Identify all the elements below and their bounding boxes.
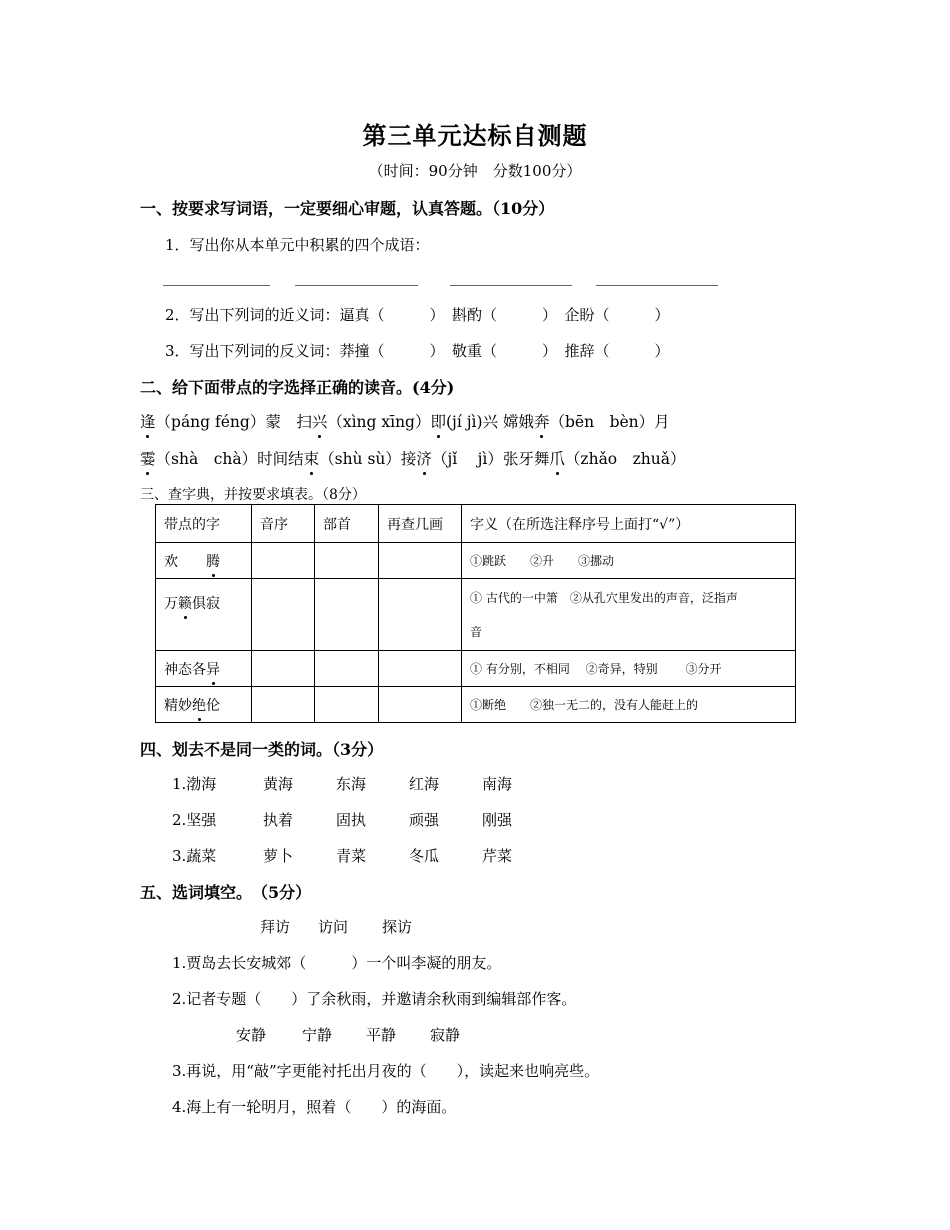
pinyin-text: （shù sù）接 bbox=[319, 450, 417, 468]
word-option[interactable]: 青菜 bbox=[336, 847, 367, 865]
word-option[interactable]: 黄海 bbox=[263, 775, 294, 793]
pinyin-text: (jí jì)兴 嫦娥 bbox=[446, 413, 534, 431]
bushou-cell[interactable] bbox=[315, 651, 379, 687]
word-bank-item: 宁静 bbox=[302, 1026, 333, 1044]
pinyin-line-1 bbox=[140, 410, 670, 432]
section-1-heading: 一、按要求写词语，一定要细心审题，认真答题。（10分） bbox=[140, 199, 555, 218]
dotted-char: 逢 bbox=[140, 410, 156, 432]
header-cell: 字义（在所选注释序号上面打“√”） bbox=[462, 505, 796, 543]
word-option[interactable]: 顽强 bbox=[409, 811, 440, 829]
meaning-text: 音 bbox=[470, 624, 483, 639]
yinxu-cell[interactable] bbox=[252, 579, 315, 651]
strokes-cell[interactable] bbox=[379, 579, 462, 651]
section-5-question-1: 1.贾岛去长安城郊（ ）一个叫李凝的朋友。 bbox=[172, 954, 502, 972]
word-bank-item: 探访 bbox=[382, 918, 413, 936]
section-5-question-4: 4.海上有一轮明月，照着（ ）的海面。 bbox=[172, 1098, 457, 1116]
meaning-text: ① 古代的一中箫 ②从孔穴里发出的声音，泛指声 bbox=[470, 590, 738, 605]
pinyin-text: （bēn bèn）月 bbox=[549, 413, 670, 431]
yinxu-cell[interactable] bbox=[252, 543, 315, 579]
word-text: 伦 bbox=[206, 697, 220, 714]
dotted-char: 束 bbox=[304, 447, 320, 469]
word-bank-1 bbox=[260, 916, 412, 937]
word-option[interactable]: 冬瓜 bbox=[409, 847, 440, 865]
word-text: 俱寂 bbox=[192, 596, 220, 612]
pinyin-text: （jǐ jì）张牙舞 bbox=[431, 450, 550, 468]
bushou-cell[interactable] bbox=[315, 687, 379, 723]
dotted-char: 绝 bbox=[192, 695, 206, 715]
word-cell bbox=[156, 687, 252, 723]
dotted-char: 霎 bbox=[140, 447, 156, 469]
meaning-cell[interactable]: ①断绝 ②独一无二的，没有人能赶上的 bbox=[462, 687, 796, 723]
section-1-question-3: 3．写出下列词的反义词：莽撞（ ） 敬重（ ） 推辞（ ） bbox=[165, 342, 670, 360]
word-bank-2 bbox=[236, 1024, 460, 1045]
answer-line-4[interactable] bbox=[596, 285, 718, 286]
word-option[interactable]: 芹菜 bbox=[482, 847, 513, 865]
word-option[interactable]: 红海 bbox=[409, 775, 440, 793]
table-header-row bbox=[156, 505, 796, 543]
pinyin-text: （páng féng）蒙 扫 bbox=[155, 413, 312, 431]
page-title: 第三单元达标自测题 bbox=[362, 121, 588, 150]
word-bank-item: 寂静 bbox=[430, 1026, 461, 1044]
dotted-char: 济 bbox=[416, 447, 432, 469]
header-cell: 再查几画 bbox=[379, 505, 462, 543]
word-cell bbox=[156, 543, 252, 579]
meaning-cell[interactable] bbox=[462, 579, 796, 651]
answer-line-3[interactable] bbox=[450, 285, 572, 286]
table-row bbox=[156, 651, 796, 687]
word-option[interactable]: 固执 bbox=[336, 811, 367, 829]
word-bank-item: 访问 bbox=[318, 918, 349, 936]
dotted-char: 籁 bbox=[178, 593, 192, 613]
strokes-cell[interactable] bbox=[379, 687, 462, 723]
section-5-question-3: 3.再说，用“敲”字更能衬托出月夜的（ ），读起来也响亮些。 bbox=[172, 1062, 600, 1080]
strokes-cell[interactable] bbox=[379, 651, 462, 687]
section-3-heading: 三、查字典，并按要求填表。（8分） bbox=[140, 487, 366, 503]
word-text: 欢 bbox=[164, 553, 206, 570]
word-bank-item: 平静 bbox=[366, 1026, 397, 1044]
word-option[interactable]: 执着 bbox=[263, 811, 294, 829]
bushou-cell[interactable] bbox=[315, 543, 379, 579]
header-cell: 部首 bbox=[315, 505, 379, 543]
yinxu-cell[interactable] bbox=[252, 651, 315, 687]
word-bank-item: 拜访 bbox=[260, 918, 291, 936]
word-group-row-2 bbox=[172, 809, 512, 830]
section-5-question-2: 2.记者专题（ ）了余秋雨，并邀请余秋雨到编辑部作客。 bbox=[172, 990, 577, 1008]
dotted-char: 即 bbox=[430, 410, 446, 432]
answer-line-1[interactable] bbox=[163, 285, 270, 286]
word-cell bbox=[156, 579, 252, 651]
section-1-question-1: 1．写出你从本单元中积累的四个成语： bbox=[165, 236, 430, 254]
table-row bbox=[156, 543, 796, 579]
yinxu-cell[interactable] bbox=[252, 687, 315, 723]
word-bank-item: 安静 bbox=[236, 1026, 267, 1044]
word-text: 万 bbox=[164, 596, 178, 612]
answer-line-2[interactable] bbox=[295, 285, 418, 286]
word-option[interactable]: 1.渤海 bbox=[172, 775, 217, 793]
strokes-cell[interactable] bbox=[379, 543, 462, 579]
word-option[interactable]: 南海 bbox=[482, 775, 513, 793]
word-option[interactable]: 东海 bbox=[336, 775, 367, 793]
section-5-heading: 五、选词填空。 （5分） bbox=[140, 883, 312, 902]
section-2-heading: 二、给下面带点的字选择正确的读音。(4分) bbox=[140, 378, 455, 397]
section-4-heading: 四、划去不是同一类的词。（3分） bbox=[140, 740, 384, 759]
dictionary-table bbox=[155, 504, 796, 723]
table-row bbox=[156, 687, 796, 723]
meaning-cell[interactable]: ①跳跃 ②升 ③挪动 bbox=[462, 543, 796, 579]
section-1-question-2: 2．写出下列词的近义词：逼真（ ） 斟酌（ ） 企盼（ ） bbox=[165, 306, 670, 324]
header-cell: 带点的字 bbox=[156, 505, 252, 543]
word-text: 精妙 bbox=[164, 697, 192, 714]
dotted-char: 兴 bbox=[312, 410, 328, 432]
pinyin-text: （xìng xīng） bbox=[327, 413, 431, 431]
pinyin-line-2 bbox=[140, 447, 686, 469]
word-option[interactable]: 萝卜 bbox=[263, 847, 294, 865]
word-option[interactable]: 3.蔬菜 bbox=[172, 847, 217, 865]
word-option[interactable]: 刚强 bbox=[482, 811, 513, 829]
table-row bbox=[156, 579, 796, 651]
meaning-cell[interactable]: ① 有分别，不相同 ②奇异，特别 ③分开 bbox=[462, 651, 796, 687]
header-cell: 音序 bbox=[252, 505, 315, 543]
word-text: 神态各 bbox=[164, 661, 206, 678]
dotted-char: 爪 bbox=[549, 447, 565, 469]
pinyin-text: （shà chà）时间结 bbox=[155, 450, 304, 468]
word-cell bbox=[156, 651, 252, 687]
word-option[interactable]: 2.坚强 bbox=[172, 811, 217, 829]
word-group-row-1 bbox=[172, 773, 512, 794]
dotted-char: 腾 bbox=[206, 551, 220, 571]
word-group-row-3 bbox=[172, 845, 512, 866]
dotted-char: 异 bbox=[206, 659, 220, 679]
dotted-char: 奔 bbox=[534, 410, 550, 432]
pinyin-text: （zhǎo zhuǎ） bbox=[564, 450, 686, 468]
page-subtitle: （时间：90分钟 分数100分） bbox=[368, 162, 582, 180]
bushou-cell[interactable] bbox=[315, 579, 379, 651]
